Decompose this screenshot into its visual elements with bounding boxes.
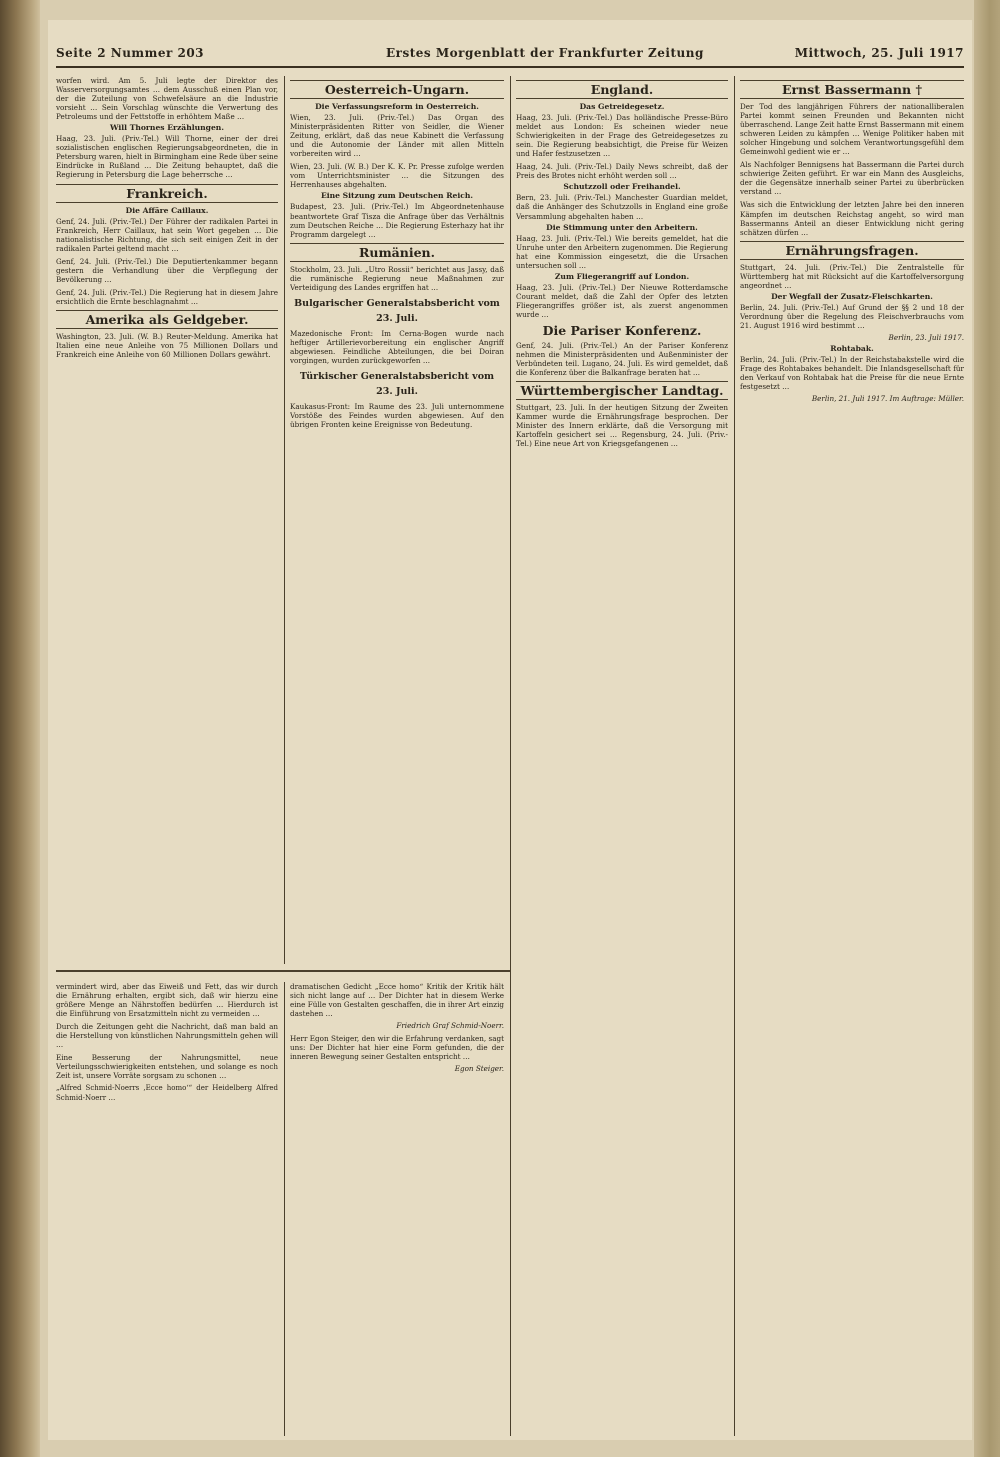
article-brot: Haag, 24. Juli. (Priv.-Tel.) Daily News schreibt, daß der Preis des Brotes nicht erhöht werden soll … xyxy=(516,162,728,181)
feuilleton-text: vermindert wird, aber das Eiweiß und Fett, das wir durch die Ernährung erhalten, ergibt sich, daß wir hierzu eine größere Menge an Nährstoffen bedürfen … Hierdurch ist die Einführung von Ersatzmitteln nicht zu vermeiden … xyxy=(56,982,278,1019)
feuilleton-text: Eine Besserung der Nahrungsmittel, neue Verteilungsschwierigkeiten entstehen, und solange es noch Zeit ist, unsere Vorräte sorgsam zu schonen … xyxy=(56,1053,278,1081)
feuilleton-text: Herr Egon Steiger, den wir die Erfahrung verdanken, sagt uns: Der Dichter hat hier eine Form gefunden, die der inneren Bewegung seiner Gestalten entspricht … xyxy=(290,1034,504,1062)
article-rumaenien: Stockholm, 23. Juli. „Utro Rossii“ berichtet aus Jassy, daß die rumänische Regierung neue Maßnahmen zur Verteidigung des Landes ergriffen hat … xyxy=(290,264,504,292)
article-bassermann-3: Was sich die Entwicklung der letzten Jahre bei den inneren Kämpfen im deutschen Reichstag angeht, so wird man Bassermanns Anteil an dieser Entwicklung nicht gering schätzen dürfen … xyxy=(740,200,964,237)
masthead-title: Erstes Morgenblatt der Frankfurter Zeitung xyxy=(386,46,704,60)
page-header xyxy=(56,44,964,68)
subheading-fliegerangriff: Zum Fliegerangriff auf London. xyxy=(554,271,690,281)
section-heading-bulgarien: Bulgarischer Generalstabsbericht vom 23. Juli. xyxy=(294,297,500,324)
page-edge xyxy=(974,0,1000,1457)
section-heading-england: England. xyxy=(516,80,728,99)
section-heading-landtag: Württembergischer Landtag. xyxy=(516,381,728,400)
article-fliegerangriff: Haag, 23. Juli. (Priv.-Tel.) Der Nieuwe Rotterdamsche Courant meldet, daß die Zahl der Opfer des letzten Fliegerangriffes größer ist, als zuerst angenommen wurde … xyxy=(516,282,728,319)
feuilleton-column-2 xyxy=(290,982,504,1436)
feuilleton-column-1 xyxy=(56,982,278,1436)
feuilleton-note: „Alfred Schmid-Noerrs ‚Ecce homo‘“ der Heidelberg Alfred Schmid-Noerr … xyxy=(56,1084,278,1102)
column-rule xyxy=(510,76,511,1436)
subheading-arbeiter: Die Stimmung unter den Arbeitern. xyxy=(546,222,698,232)
subheading-schutzzoll: Schutzzoll oder Freihandel. xyxy=(563,182,681,192)
section-heading-thorne: Will Thornes Erzählungen. xyxy=(110,123,224,133)
subheading-reich: Eine Sitzung zum Deutschen Reich. xyxy=(320,191,474,201)
column-austria xyxy=(290,76,504,962)
column-england xyxy=(516,76,728,1434)
article-herrenhaus: Wien, 23. Juli. (W. B.) Der K. K. Pr. Presse zufolge werden vom Unterrichtsminister … die Sitzungen des Herrenhauses abgehalten. xyxy=(290,162,504,190)
feuilleton-signature: Egon Steiger. xyxy=(454,1064,504,1074)
article-bassermann-1: Der Tod des langjährigen Führers der nationalliberalen Partei kommt seinen Freunden und Bekannten nicht überraschend. Lange Zeit hatte Ernst Bassermann mit einem schweren Leiden zu kämpfen … Wenige Politiker haben mit solcher Hingebung und solchem Verantwortungsgefühl dem Gemeinwohl gedient wie er … xyxy=(740,102,964,157)
column-rule xyxy=(284,982,285,1436)
article-bulgarien: Mazedonische Front: Im Cerna-Bogen wurde nach heftiger Artillerievorbereitung ein englischer Angriff abgewiesen. Feindliche Abteilungen, die bei Doiran vorgingen, wurden zurückgeworfen … xyxy=(290,328,504,365)
article-ernte: Genf, 24. Juli. (Priv.-Tel.) Die Regierung hat in diesem Jahre ersichtlich die Ernte beschlagnahmt … xyxy=(56,287,278,306)
column-bassermann xyxy=(740,76,964,1434)
signature-line: Berlin, 23. Juli 1917. xyxy=(888,332,964,342)
section-heading-ernaehrung: Ernährungsfragen. xyxy=(740,241,964,260)
article-landtag: Stuttgart, 23. Juli. In der heutigen Sitzung der Zweiten Kammer wurde die Ernährungsfrage besprochen. Der Minister des Innern erklärte, daß die Versorgung mit Kartoffeln gesichert sei … Regensburg, 24. Juli. (Priv.-Tel.) Eine neue Art von Kriegsgefangenen … xyxy=(516,403,728,449)
signature-line: Berlin, 21. Juli 1917. Im Auftrage: Müller. xyxy=(811,394,964,404)
page-number: Seite 2 Nummer 203 xyxy=(56,46,205,60)
feuilleton-text: Durch die Zeitungen geht die Nachricht, daß man bald an die Herstellung von künstlichen Nahrungsmitteln gehen will … xyxy=(56,1022,278,1050)
article-budapest: Budapest, 23. Juli. (Priv.-Tel.) Im Abgeordnetenhause beantwortete Graf Tisza die Anfrage über das Verhältnis zum Deutschen Reiche … Die Regierung Esterhazy hat ihr Programm dargelegt … xyxy=(290,202,504,239)
newspaper-page xyxy=(48,20,972,1440)
article-amerika: Washington, 23. Juli. (W. B.) Reuter-Meldung. Amerika hat Italien eine neue Anleihe von 75 Millionen Dollars und Frankreich eine Anleihe von 60 Millionen Dollars gewährt. xyxy=(56,331,278,360)
article-pariser-konferenz: Genf, 24. Juli. (Priv.-Tel.) An der Pariser Konferenz nehmen die Ministerpräsidenten und Außenminister der Verbündeten teil. Lugano, 24. Juli. Es wird gemeldet, daß die Konferenz über die Balkanfrage beraten hat … xyxy=(516,341,728,378)
subheading-fleischkarten: Der Wegfall der Zusatz-Fleischkarten. xyxy=(771,291,933,301)
subheading-verfassung: Die Verfassungsreform in Oesterreich. xyxy=(315,102,479,111)
feuilleton-text: dramatischen Gedicht „Ecce homo“ Kritik der Kritik hält sich nicht lange auf … Der Dichter hat in diesem Werke eine Fülle von Gestalten geschaffen, die in ihrer Art einzig dastehen … xyxy=(290,982,504,1019)
article-rohtabak: Berlin, 24. Juli. (Priv.-Tel.) In der Reichstabakstelle wird die Frage des Rohtabakes behandelt. Die Inlandsgesellschaft für den Verkauf von Rohtabak hat die Preise für die neue Ernte festgesetzt … xyxy=(740,355,964,392)
section-heading-bassermann: Ernst Bassermann † xyxy=(740,80,964,99)
column-politics xyxy=(56,76,278,962)
article-arbeiter: Haag, 23. Juli. (Priv.-Tel.) Wie bereits gemeldet, hat die Unruhe unter den Arbeitern zugenommen. Die Regierung hat eine Kommission eingesetzt, die die Ursachen untersuchen soll … xyxy=(516,233,728,270)
section-heading-rumaenien: Rumänien. xyxy=(290,243,504,262)
article-schutzzoll: Bern, 23. Juli. (Priv.-Tel.) Manchester Guardian meldet, daß die Anhänger des Schutzzolls in England eine große Versammlung abgehalten haben … xyxy=(516,193,728,221)
subheading-caillaux: Die Affäre Caillaux. xyxy=(125,205,209,215)
article-fleischkarten: Berlin, 24. Juli. (Priv.-Tel.) Auf Grund der §§ 2 und 18 der Verordnung über die Regelung des Fleischverbrauchs vom 21. August 1916 wird bestimmt … xyxy=(740,302,964,330)
article-deputiertenkammer: Genf, 24. Juli. (Priv.-Tel.) Die Deputiertenkammer begann gestern die Verhandlung über die Verpflegung der Bevölkerung … xyxy=(56,256,278,284)
subheading-getreide: Das Getreidegesetz. xyxy=(579,102,665,111)
article-bassermann-2: Als Nachfolger Bennigsens hat Bassermann die Partei durch schwierige Zeiten geführt. Er war ein Mann des Ausgleichs, der die Gegensätze innerhalb seiner Partei zu überbrücken verstand … xyxy=(740,160,964,197)
article-getreide: Haag, 23. Juli. (Priv.-Tel.) Das holländische Presse-Büro meldet aus London: Es scheinen wieder neue Schwierigkeiten in der Frage des Getreidegesetzes zu sein. Die Regierung beabsichtigt, die Preise für Weizen und Hafer festzusetzen … xyxy=(516,113,728,159)
subheading-rohtabak: Rohtabak. xyxy=(830,344,874,354)
article-caillaux: Genf, 24. Juli. (Priv.-Tel.) Der Führer der radikalen Partei in Frankreich, Herr Caillaux, hat sein Wort gegeben … Die nationalistische Richtung, die sich seit einigen Zeit in der radikalen Partei geltend macht … xyxy=(56,216,278,253)
article-thorne: Haag, 23. Juli. (Priv.-Tel.) Will Thorne, einer der drei sozialistischen englischen Regierungsabgeordneten, die in Petersburg waren, hielt in Birmingham eine Rede über seine Eindrücke in Rußland … Die Zeitung behauptet, daß die Regierung in Petersburg die Lage beherrsche … xyxy=(56,134,278,180)
section-heading-pariser-konferenz: Die Pariser Konferenz. xyxy=(542,323,702,339)
feuilleton-separator xyxy=(56,970,510,972)
article-tuerkei: Kaukasus-Front: Im Raume des 23. Juli unternommene Vorstöße des Feindes wurden abgewiesen. Auf den übrigen Fronten keine Ereignisse von Bedeutung. xyxy=(290,401,504,430)
article-lead: worfen wird. Am 5. Juli legte der Direktor des Wasserversorgungsamtes … dem Ausschuß einen Plan vor, der die Zuteilung von Schwefelsäure an die Industrie vorsieht … Sein Vorschlag wünschte die Verwertung des Petroleums und der Fettstoffe in erhöhtem Maße … xyxy=(56,76,278,122)
book-binding xyxy=(0,0,40,1457)
section-heading-frankreich: Frankreich. xyxy=(56,184,278,203)
column-rule xyxy=(734,76,735,1436)
section-heading-oesterreich: Oesterreich-Ungarn. xyxy=(290,80,504,99)
column-rule xyxy=(284,76,285,964)
section-heading-tuerkei: Türkischer Generalstabsbericht vom 23. Juli. xyxy=(299,370,495,397)
article-verfassung: Wien, 23. Juli. (Priv.-Tel.) Das Organ des Ministerpräsidenten Ritter von Seidler, die Wiener Zeitung, erklärt, daß das neue Kabinett die Verfassung und die Autonomie der Länder mit allen Mitteln vorbereiten wird … xyxy=(290,113,504,159)
feuilleton-signature: Friedrich Graf Schmid-Noerr. xyxy=(396,1021,504,1031)
article-ernaehrung: Stuttgart, 24. Juli. (Priv.-Tel.) Die Zentralstelle für Württemberg hat mit Rücksicht auf die Kartoffelversorgung angeordnet … xyxy=(740,262,964,290)
issue-date: Mittwoch, 25. Juli 1917 xyxy=(794,46,964,60)
section-heading-amerika: Amerika als Geldgeber. xyxy=(56,310,278,329)
